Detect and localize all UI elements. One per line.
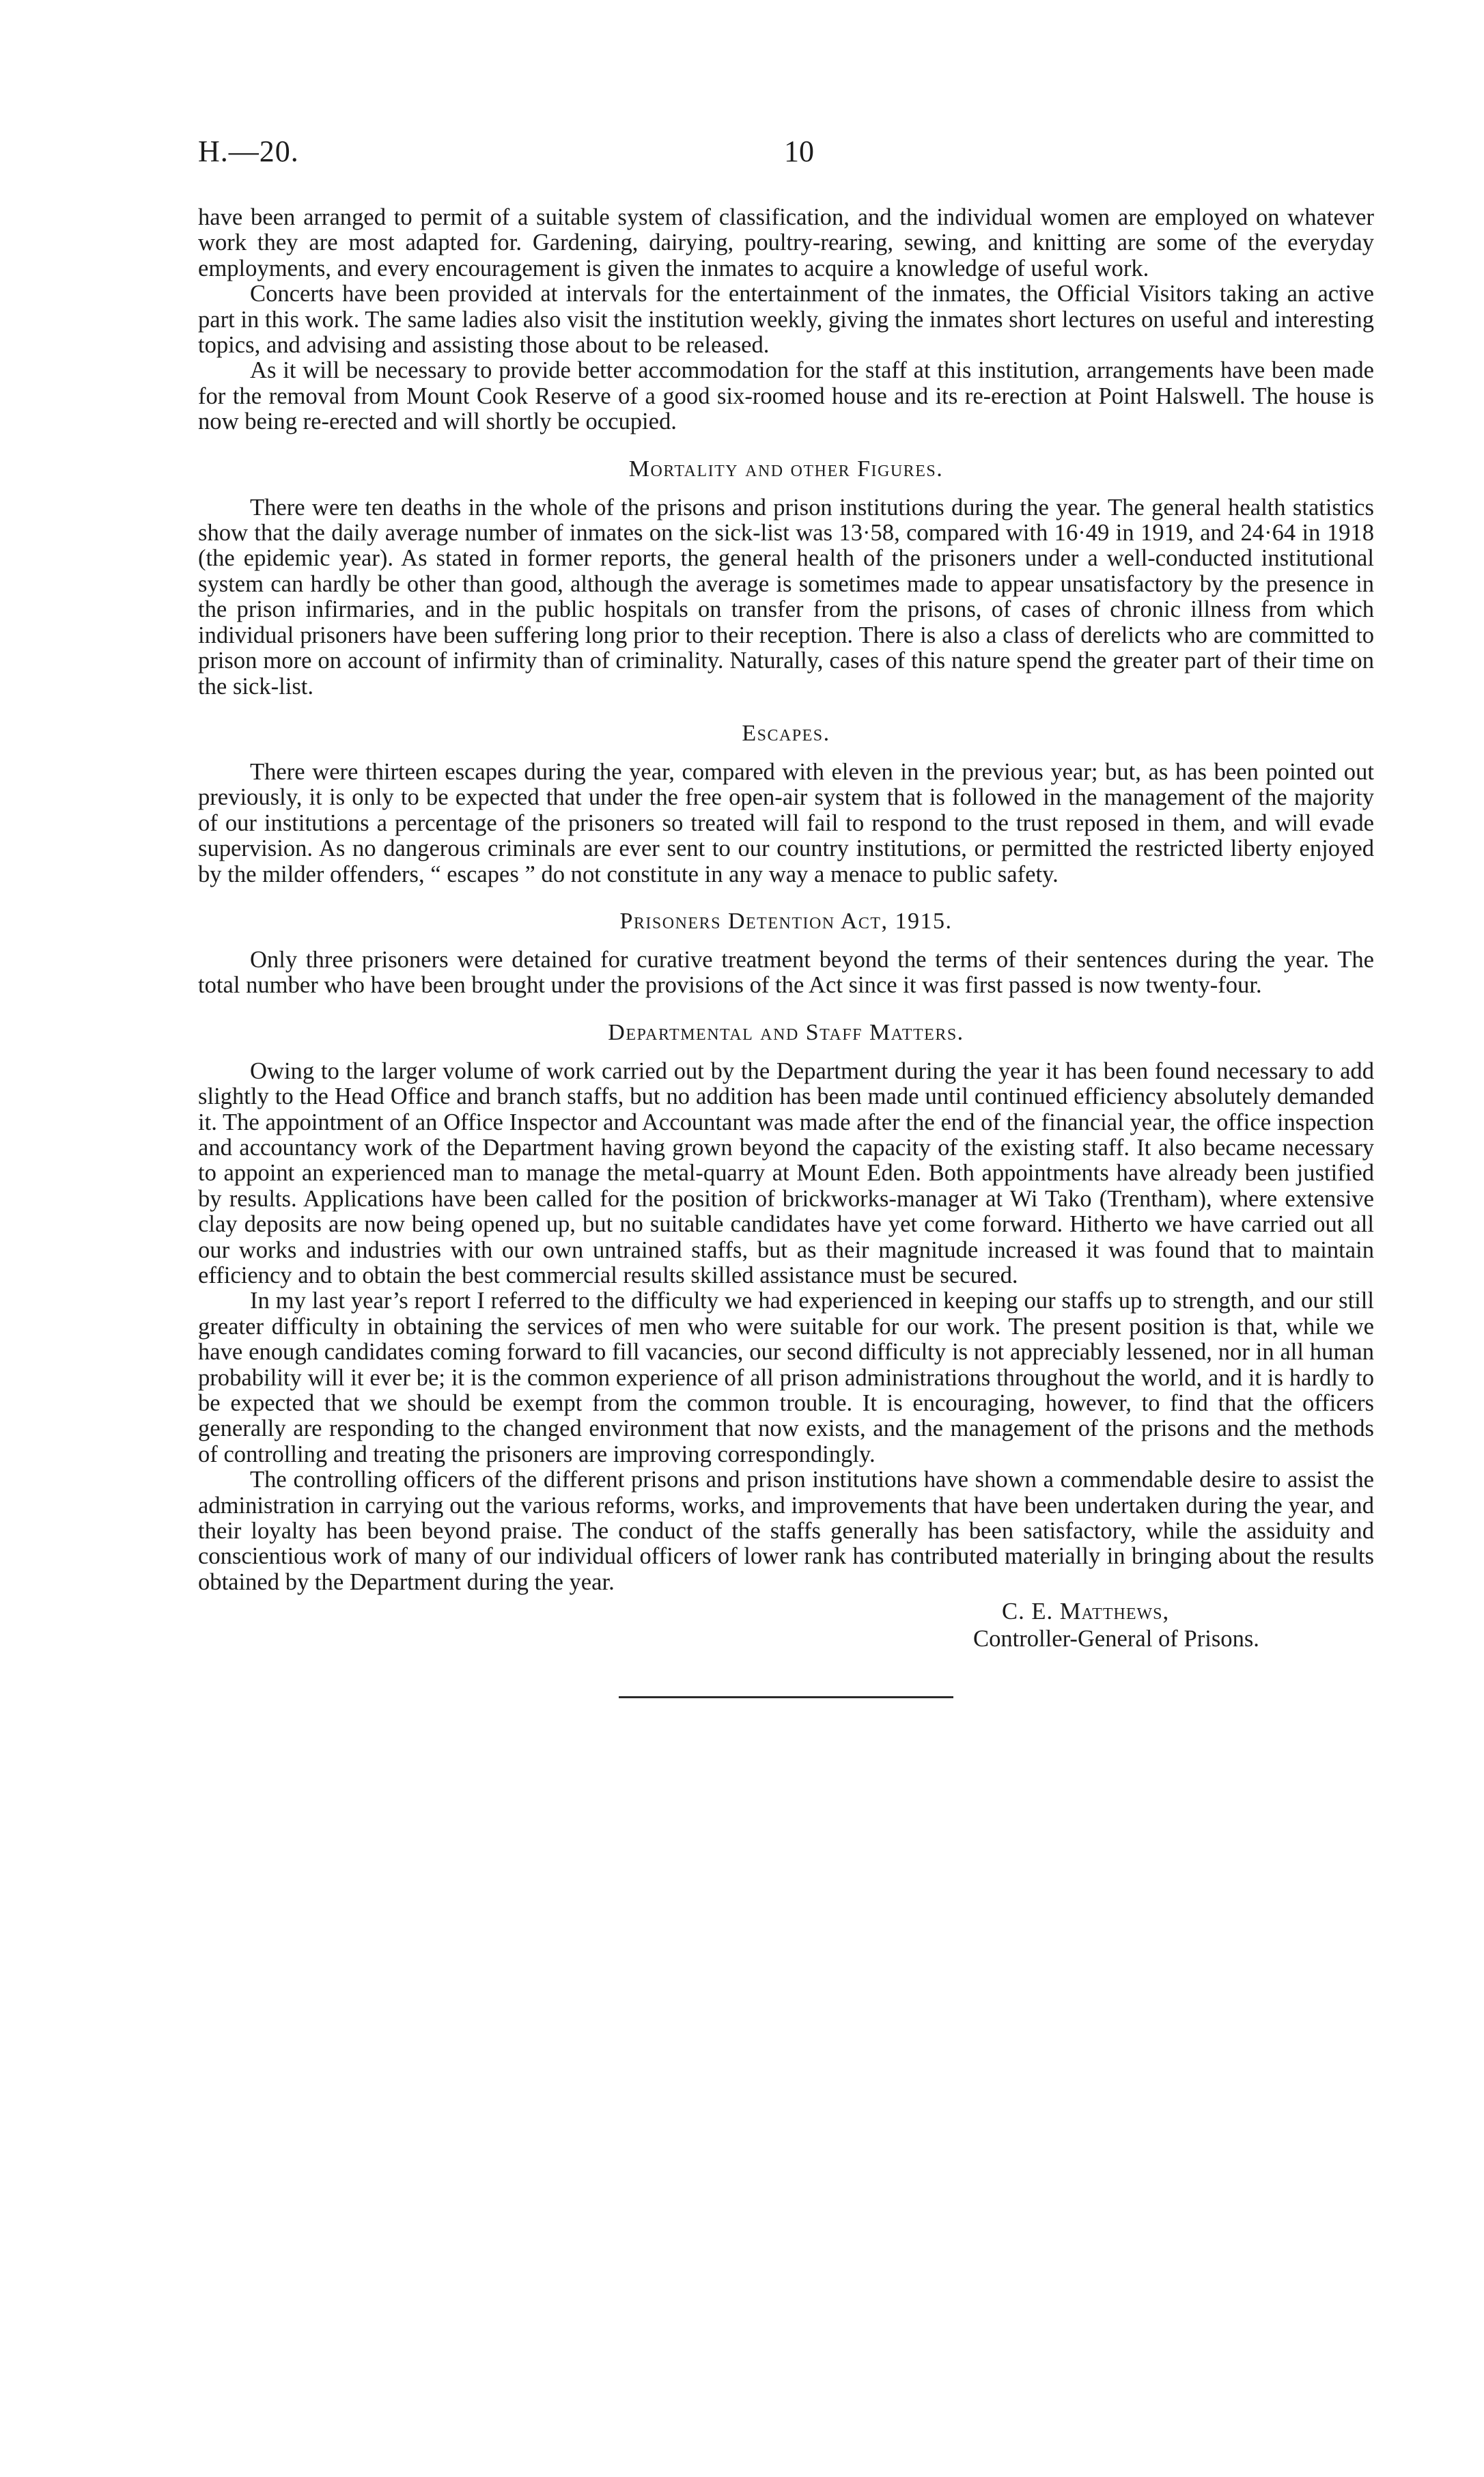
closing-rule	[619, 1696, 953, 1698]
signatory-name: C. E. Matthews,	[1002, 1599, 1170, 1625]
signature-block	[973, 1598, 1374, 1652]
section-heading-escapes: Escapes.	[742, 720, 830, 746]
document-body	[198, 205, 1374, 1698]
section-heading-staff-matters: Departmental and Staff Matters.	[608, 1019, 964, 1045]
paragraph-staff-difficulty: In my last year’s report I referred to the difficulty we had experienced in keeping our staffs up to strength, and our still greater difficulty in obtaining the services of men who were suitable for our work. The present position is that, while we have enough candidates coming forward to fill vacancies, our second difficulty is not appreciably lessened, nor in all human probability will it ever be; it is the common experience of all prison administrations throughout the world, and it is hardly to be expected that we should be exempt from the common trouble. It is encouraging, however, to find that the officers generally are responding to the changed environment that now exists, and the management of the prisons and the methods of controlling and treating the prisoners are improving correspondingly.	[198, 1288, 1374, 1467]
document-reference: H.—20.	[198, 135, 299, 168]
paragraph-escapes: There were thirteen escapes during the year, compared with eleven in the previous year; but, as has been pointed out previously, it is only to be expected that under the free open-air system that is followed in the management of the majority of our institutions a percentage of the prisoners so treated will fail to respond to the trust reposed in them, and will evade supervision. As no dangerous criminals are ever sent to our country institutions, or permitted the restricted liberty enjoyed by the milder offenders, “ escapes ” do not constitute in any way a menace to public safety.	[198, 758, 1374, 887]
section-heading-mortality: Mortality and other Figures.	[628, 456, 944, 482]
paragraph-detention-act: Only three prisoners were detained for curative treatment beyond the terms of their sentences during the year. The total number who have been brought under the provisions of the Act since it was first passed is now twenty-four.	[198, 946, 1374, 999]
page-number: 10	[784, 135, 814, 168]
paragraph-mortality: There were ten deaths in the whole of the prisons and prison institutions during the year. The general health statistics show that the daily average number of inmates on the sick-list was 13·58, compared with 16·49 in 1919, and 24·64 in 1918 (the epidemic year). As stated in former reports, the general health of the prisoners under a well-conducted institutional system can hardly be other than good, although the average is sometimes made to appear unsatisfactory by the presence in the prison infirmaries, and in the public hospitals on transfer from the prisons, of cases of chronic illness from which individual prisoners have been suffering long prior to their reception. There is also a class of derelicts who are committed to prison more on account of infirmity than of criminality. Naturally, cases of this nature spend the greater part of their time on the sick-list.	[198, 494, 1374, 700]
paragraph-controlling-officers: The controlling officers of the different prisons and prison institutions have shown a commendable desire to assist the administration in carrying out the various reforms, works, and improvements that have been undertaken during the year, and their loyalty has been beyond praise. The conduct of the staffs generally has been satisfactory, while the assiduity and conscientious work of many of our individual officers of lower rank has contributed materially in bringing about the results obtained by the Department during the year.	[198, 1467, 1374, 1595]
section-heading-detention-act: Prisoners Detention Act, 1915.	[619, 908, 953, 934]
paragraph-accommodation: As it will be necessary to provide better accommodation for the staff at this institution, arrangements have been made for the removal from Mount Cook Reserve of a good six-roomed house and its re-erection at Point Halswell. The house is now being re-erected and will shortly be occupied.	[198, 357, 1374, 435]
paragraph-concerts: Concerts have been provided at intervals for the entertainment of the inmates, the Official Visitors taking an active part in this work. The same ladies also visit the institution weekly, giving the inmates short lectures on useful and interesting topics, and advising and assisting those about to be released.	[198, 281, 1374, 359]
signatory-title: Controller-General of Prisons.	[973, 1626, 1259, 1652]
paragraph-staff-additions: Owing to the larger volume of work carried out by the Department during the year it has been found necessary to add slightly to the Head Office and branch staffs, but no addition has been made until continued efficiency absolutely demanded it. The appointment of an Office Inspector and Accountant was made after the end of the financial year, the office inspection and accountancy work of the Department having grown beyond the capacity of the existing staff. It also became necessary to appoint an experienced man to manage the metal-quarry at Mount Eden. Both appointments have already been justified by results. Applications have been called for the position of brickworks-manager at Wi Tako (Trentham), where extensive clay deposits are now being opened up, but no suitable candidates have yet come forward. Hitherto we have carried out all our works and industries with our own untrained staffs, but as their magnitude increased it was found that to maintain efficiency and to obtain the best commercial results skilled assistance must be secured.	[198, 1057, 1374, 1288]
page-header	[198, 134, 1376, 175]
paragraph-continued: have been arranged to permit of a suitable system of classification, and the individual women are employed on whatever work they are most adapted for. Gardening, dairying, poultry-rearing, sewing, and knitting are some of the everyday employments, and every encouragement is given the inmates to acquire a knowledge of useful work.	[198, 204, 1374, 281]
